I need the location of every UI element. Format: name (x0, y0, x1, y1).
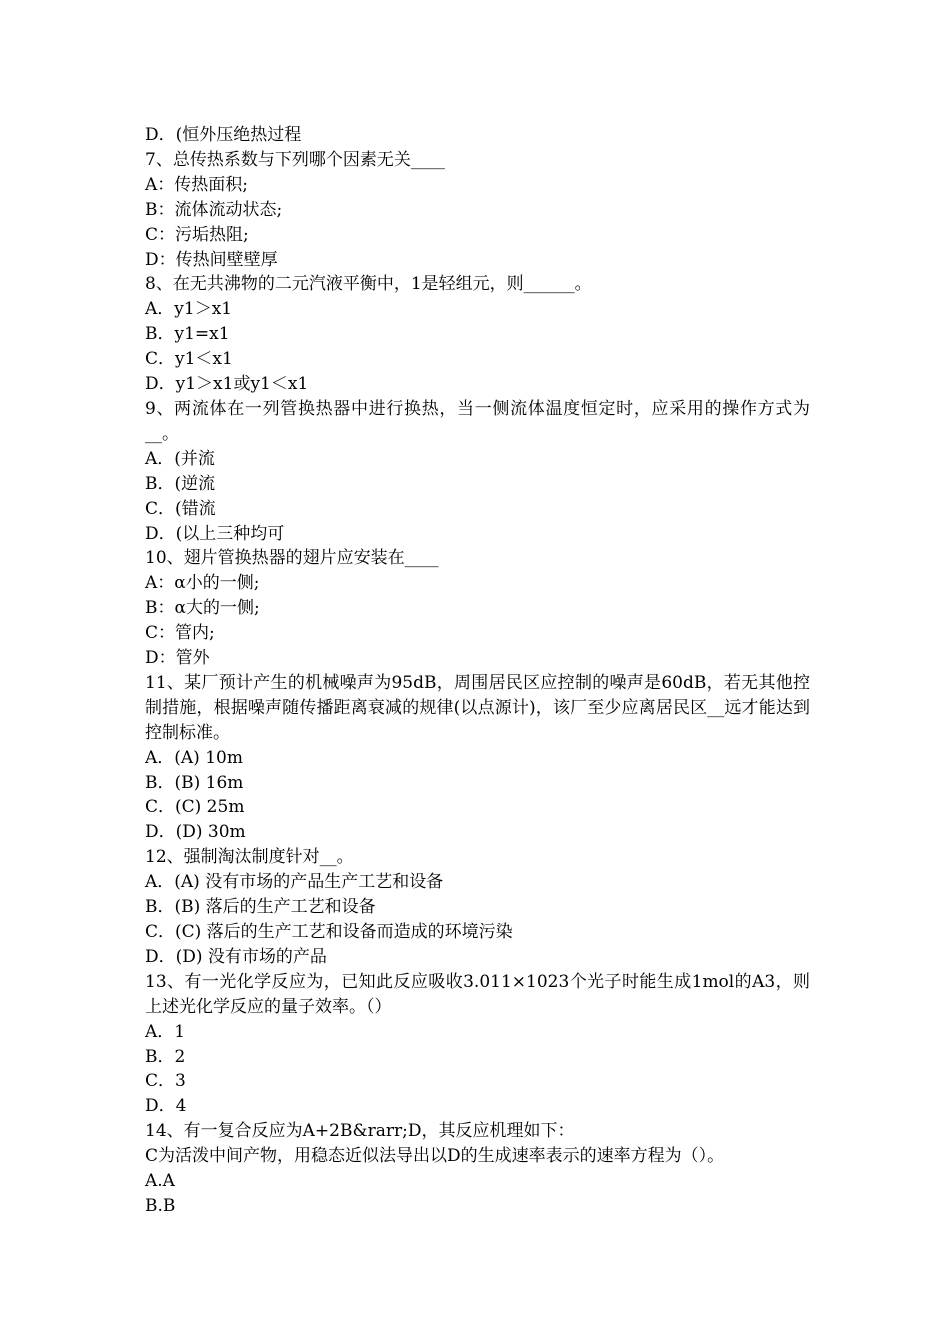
option-line: C．(C) 25m (145, 797, 245, 818)
option-line: D．(D) 没有市场的产品 (145, 946, 327, 967)
document-body (145, 123, 810, 1219)
option-line: B．(B) 落后的生产工艺和设备 (145, 897, 376, 918)
option-line: C．y1＜x1 (145, 349, 233, 370)
option-line: B．(逆流 (145, 473, 216, 494)
option-line: A：α小的一侧; (145, 573, 260, 594)
option-line: B．y1=x1 (145, 324, 230, 345)
question-9: 9、两流体在一列管换热器中进行换热，当一侧流体温度恒定时，应采用的操作方式为__。 (145, 398, 810, 444)
option-line: D：管外 (145, 648, 210, 669)
option-line: C．(C) 落后的生产工艺和设备而造成的环境污染 (145, 922, 513, 942)
option-line: D．(以上三种均可 (145, 523, 285, 544)
option-line: C：污垢热阻; (145, 224, 249, 245)
option-line: C：管内; (145, 623, 215, 644)
option-line: A．(A) 没有市场的产品生产工艺和设备 (145, 872, 444, 893)
option-line: A．(A) 10m (145, 747, 243, 768)
question-13: 13、有一光化学反应为，已知此反应吸收3.011×1023个光子时能生成1mol的A3，则上述光化学反应的量子效率。（） (145, 971, 810, 1017)
option-line: D．y1＞x1或y1＜x1 (145, 374, 309, 395)
option-line: D．4 (145, 1096, 187, 1117)
option-line: A：传热面积; (145, 174, 249, 195)
question-7: 7、总传热系数与下列哪个因素无关____ (145, 149, 445, 170)
option-line: A．1 (145, 1021, 186, 1042)
question-10: 10、翅片管换热器的翅片应安装在____ (145, 548, 439, 569)
option-line: A．(并流 (145, 448, 215, 469)
question-8: 8、在无共沸物的二元汽液平衡中，1是轻组元，则______。 (145, 274, 592, 295)
question-14-text: C为活泼中间产物，用稳态近似法导出以D的生成速率表示的速率方程为（）。 (145, 1146, 725, 1167)
question-14: 14、有一复合反应为A+2B&rarr;D，其反应机理如下： (145, 1121, 575, 1142)
option-line: D．(D) 30m (145, 822, 246, 843)
option-line: B：α大的一侧; (145, 598, 260, 619)
option-line: C．(错流 (145, 498, 216, 519)
option-line: B．2 (145, 1046, 186, 1067)
option-line: B．(B) 16m (145, 772, 244, 793)
question-12: 12、强制淘汰制度针对__。 (145, 847, 354, 868)
option-line: D：传热间壁壁厚 (145, 249, 278, 270)
option-line: A.A (145, 1171, 175, 1192)
option-line: D．(恒外压绝热过程 (145, 125, 302, 145)
option-line: A．y1＞x1 (145, 299, 233, 320)
option-line: B：流体流动状态; (145, 199, 283, 220)
option-line: C．3 (145, 1071, 186, 1092)
question-11: 11、某厂预计产生的机械噪声为95dB，周围居民区应控制的噪声是60dB，若无其他控制措施，根据噪声随传播距离衰减的规律(以点源计)，该厂至少应离居民区__远才能达到控制标准。 (145, 672, 810, 743)
option-line: B.B (145, 1195, 176, 1216)
